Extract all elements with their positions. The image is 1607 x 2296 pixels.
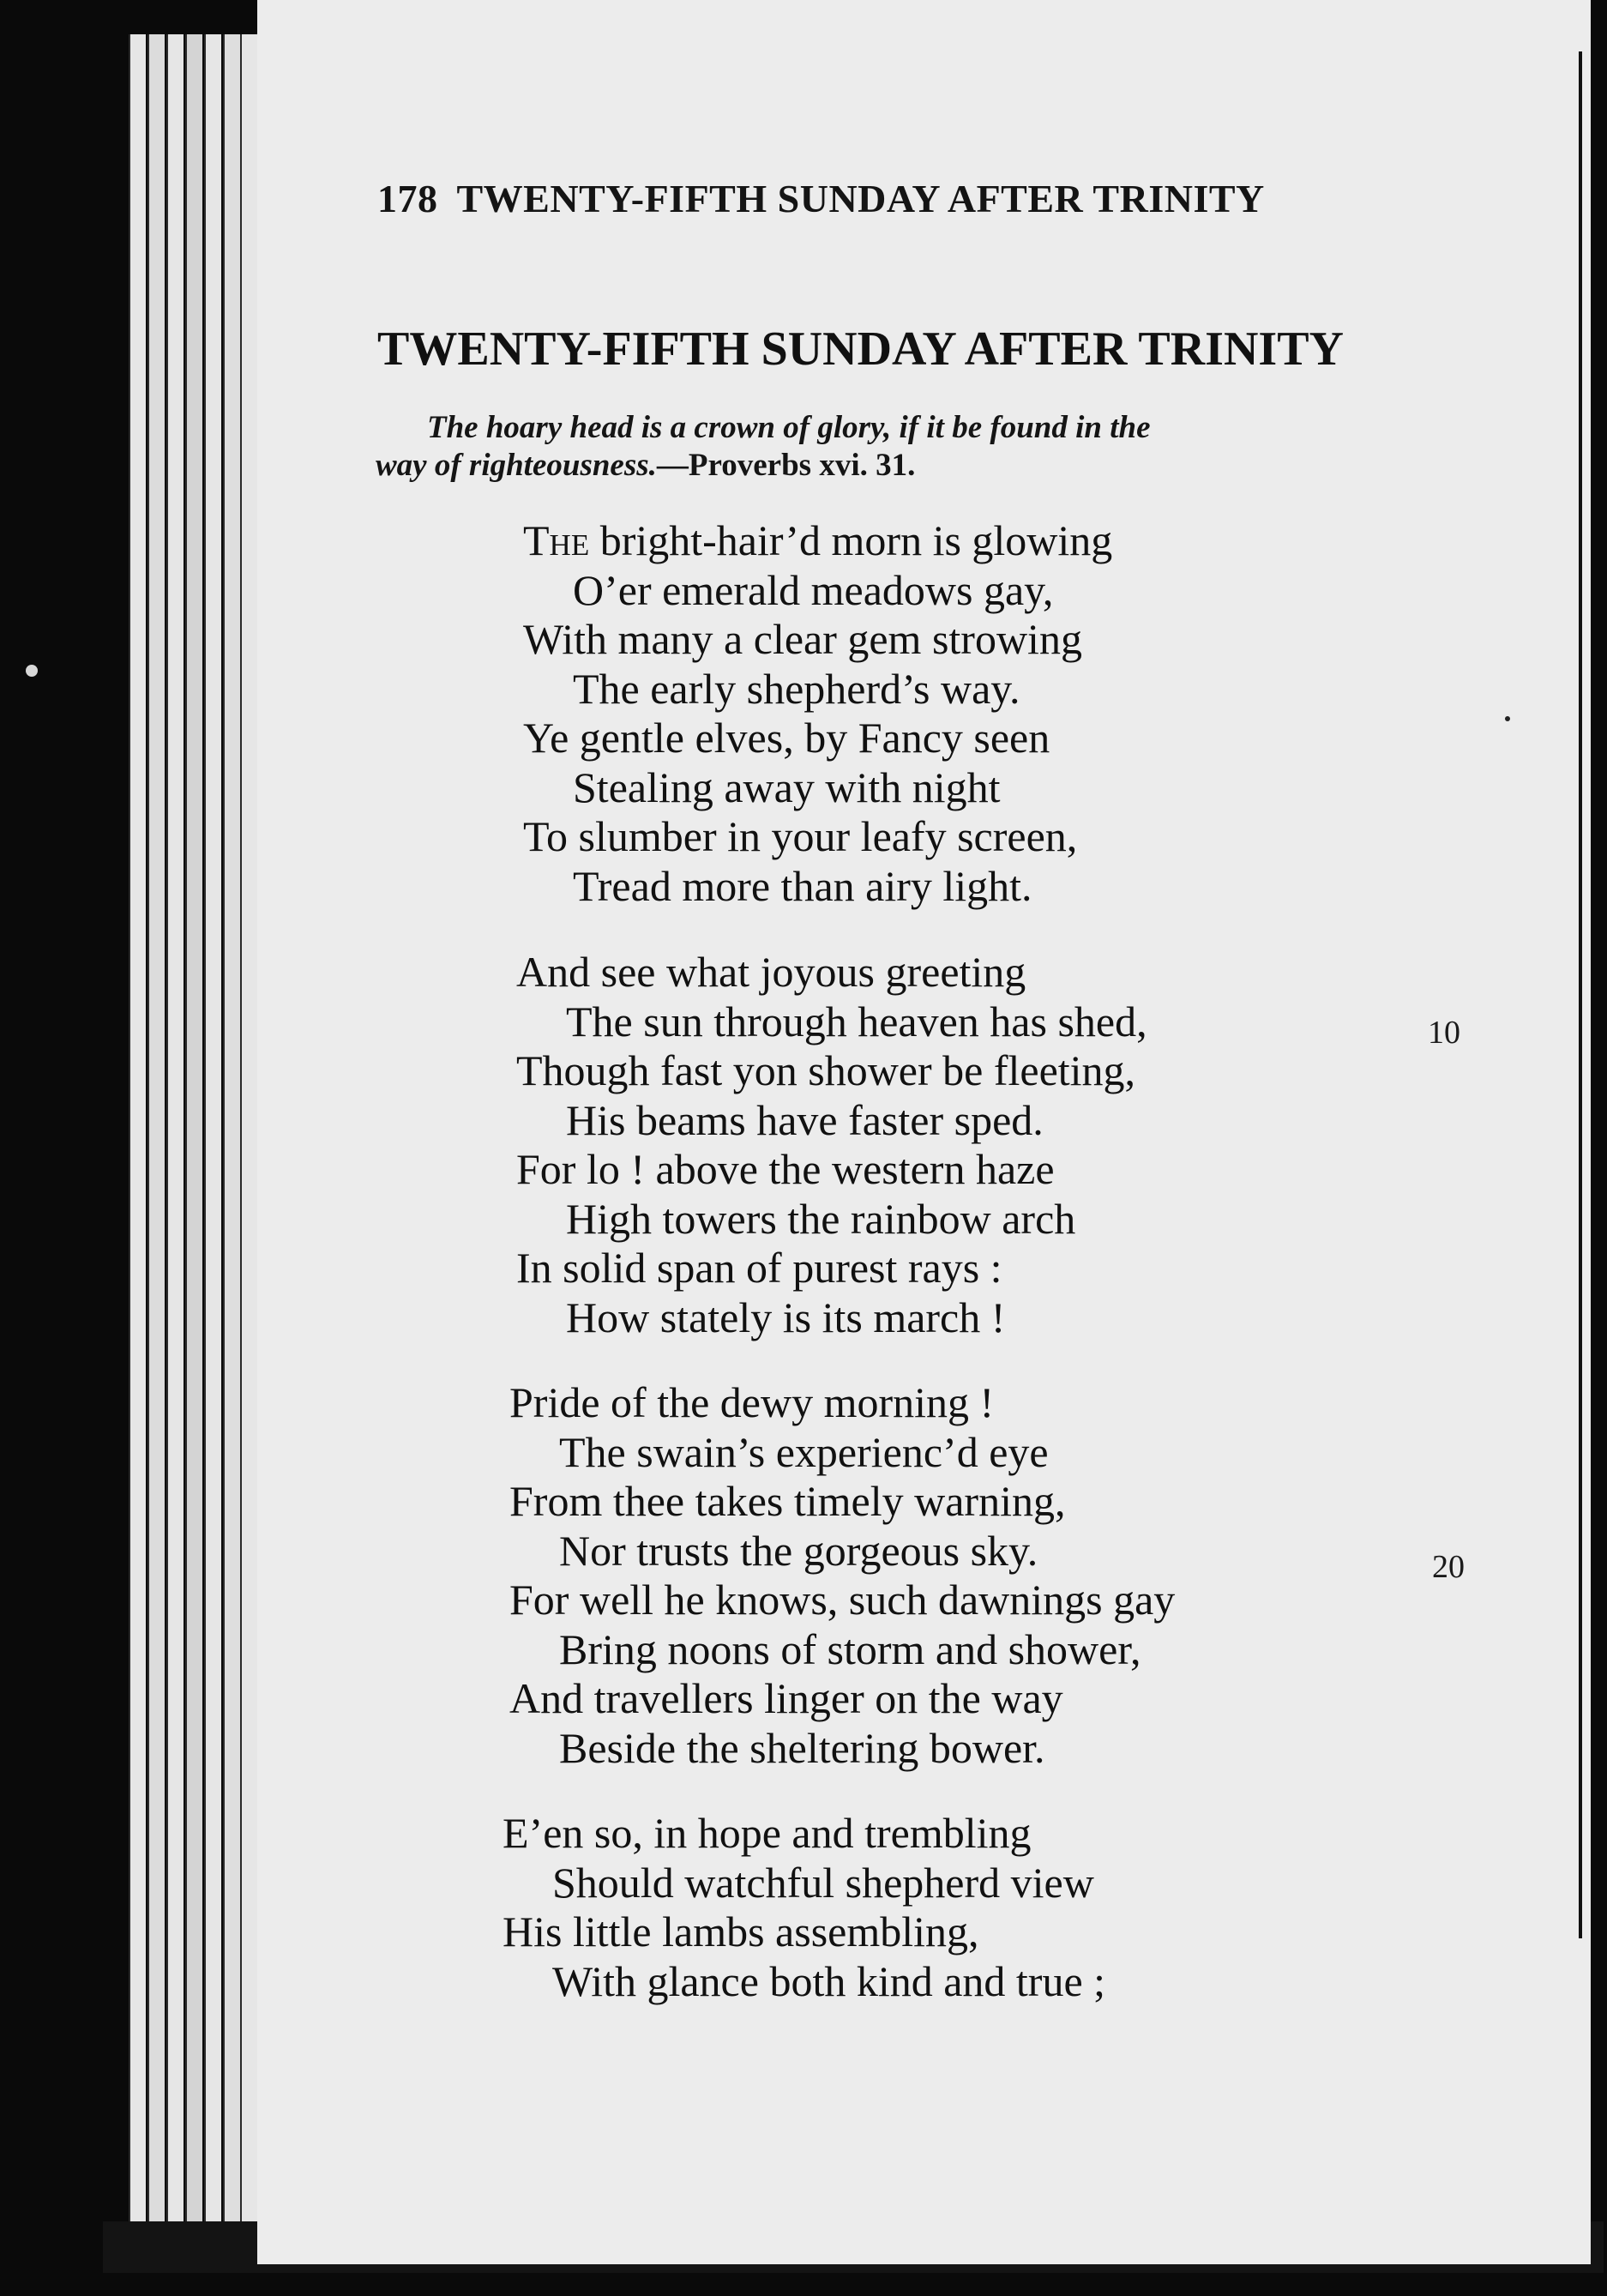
- verse-line: Stealing away with night: [573, 762, 1001, 811]
- page-edge: [147, 34, 165, 2239]
- page-edge: [129, 34, 146, 2230]
- verse-initial-word: The: [523, 516, 590, 564]
- verse-line-rest: bright-hair’d morn is glowing: [589, 516, 1113, 564]
- verse-line: How stately is its march !: [566, 1293, 1006, 1341]
- page-edge: [166, 34, 184, 2243]
- epigraph: [376, 409, 1490, 485]
- page-edge: [185, 34, 202, 2247]
- running-head-title: TWENTY-FIFTH SUNDAY AFTER TRINITY: [456, 177, 1265, 220]
- page-edge: [223, 34, 240, 2256]
- verse-line: For well he knows, such dawnings gay: [509, 1576, 1176, 1624]
- dust-speck: [1505, 716, 1510, 721]
- verse-line: Though fast yon shower be fleeting,: [516, 1046, 1136, 1094]
- verse-line: His beams have faster sped.: [566, 1095, 1044, 1144]
- epigraph-text-line1: The hoary head is a crown of glory, if it be found in the: [427, 410, 1151, 445]
- verse-line: From thee takes timely warning,: [509, 1477, 1066, 1525]
- page-edge: [240, 34, 257, 2260]
- verse-line: Bring noons of storm and shower,: [559, 1624, 1141, 1673]
- verse-line: And see what joyous greeting: [516, 948, 1026, 996]
- verse-line: With many a clear gem strowing: [523, 615, 1082, 663]
- verse-line: Should watchful shepherd view: [552, 1858, 1094, 1907]
- stanza-2: [516, 948, 1460, 1342]
- verse-line: In solid span of purest rays :: [516, 1244, 1002, 1292]
- stanza-3: [509, 1378, 1453, 1773]
- running-head: [377, 176, 1492, 221]
- verse-line: O’er emerald meadows gay,: [573, 565, 1054, 614]
- verse-line: To slumber in your leafy screen,: [523, 812, 1078, 860]
- verse-line: Pride of the dewy morning !: [509, 1378, 995, 1426]
- page-edge: [204, 34, 221, 2251]
- verse-line: For lo ! above the western haze: [516, 1145, 1055, 1193]
- verse-line: High towers the rainbow arch: [566, 1194, 1076, 1243]
- stanza-1: [523, 516, 1466, 911]
- verse-line: E’en so, in hope and trembling: [503, 1809, 1032, 1857]
- verse-line: Tread more than airy light.: [573, 861, 1032, 910]
- dust-speck: [26, 665, 38, 677]
- stanza-4: [503, 1809, 1446, 2006]
- verse-line: The swain’s experienc’d eye: [559, 1427, 1049, 1476]
- line-number-20: 20: [1432, 1549, 1465, 1585]
- verse-line: His little lambs assembling,: [503, 1907, 979, 1956]
- verse-line: And travellers linger on the way: [509, 1674, 1063, 1722]
- verse-line: Ye gentle elves, by Fancy seen: [523, 714, 1050, 762]
- verse-line: Nor trusts the gorgeous sky.: [559, 1526, 1038, 1575]
- verse-line: With glance both kind and true ;: [552, 1956, 1106, 2005]
- line-number-10: 10: [1428, 1015, 1460, 1051]
- verse-line: [523, 516, 1466, 566]
- verse-line: Beside the sheltering bower.: [559, 1723, 1045, 1772]
- epigraph-reference: —Proverbs xvi. 31.: [656, 448, 916, 483]
- verse-line: The sun through heaven has shed,: [566, 997, 1147, 1046]
- verse-line: The early shepherd’s way.: [573, 664, 1020, 713]
- poem-title: TWENTY-FIFTH SUNDAY AFTER TRINITY: [377, 322, 1344, 376]
- page-number: 178: [377, 177, 438, 220]
- gutter-line: [1579, 51, 1582, 1938]
- epigraph-text-line2: way of righteousness.: [376, 448, 657, 483]
